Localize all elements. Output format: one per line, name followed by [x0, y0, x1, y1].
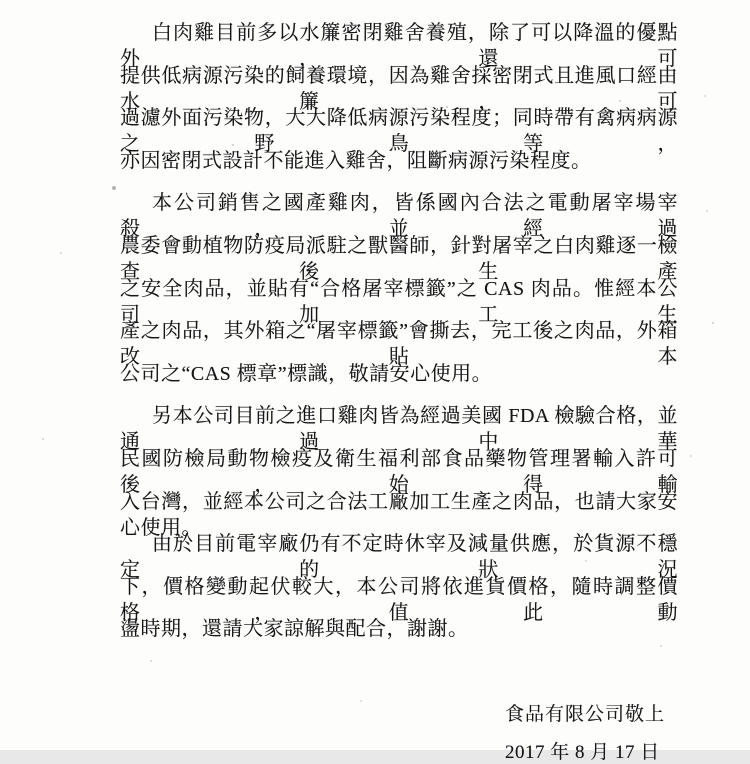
text-line: 之安全肉品，並貼有“合格屠宰標籤”之 CAS 肉品。惟經本公司加工生: [120, 278, 678, 326]
text-line: 入台灣，並經本公司之合法工廠加工生產之肉品，也請大家安心使用。: [120, 491, 678, 539]
text-line: 提供低病源污染的飼養環境，因為雞舍採密閉式且進風口經由水簾，可: [120, 65, 678, 113]
text-line: 白肉雞目前多以水簾密閉雞舍養殖，除了可以降溫的優點外，還可: [120, 22, 678, 70]
date: 2017 年 8 月 17 日: [505, 742, 660, 763]
signature: 食品有限公司敬上: [505, 704, 666, 725]
text-line: 另本公司目前之進口雞肉皆為經過美國 FDA 檢驗合格，並通過中華: [120, 405, 678, 453]
text-line: 亦因密閉式設計不能進入雞舍，阻斷病源污染程度。: [120, 150, 592, 172]
text-line: 本公司銷售之國產雞肉，皆係國內合法之電動屠宰場宰殺，並經過: [120, 192, 678, 240]
text-line: 盪時期，還請大家諒解與配合，謝謝。: [120, 618, 469, 640]
text-line: 民國防檢局動物檢疫及衛生福利部食品藥物管理署輸入許可後，始得輸: [120, 448, 678, 496]
text-line: 公司之“CAS 標章”標識，敬請安心使用。: [120, 363, 493, 385]
text-line: 下，價格變動起伏較大，本公司將依進貨價格，隨時調整價格，值此動: [120, 576, 678, 624]
text-line: 過濾外面污染物，大大降低病源污染程度；同時帶有禽病病源之野鳥等，: [120, 107, 678, 155]
scan-noise: [0, 0, 2, 2]
text-line: 產之肉品，其外箱之“屠宰標籤”會撕去，完工後之肉品，外箱改貼本: [120, 320, 678, 368]
text-line: 由於目前電宰廠仍有不定時休宰及減量供應，於貨源不穩定的狀況: [120, 533, 678, 581]
text-line: 農委會動植物防疫局派駐之獸醫師，針對屠宰之白肉雞逐一檢查後生產: [120, 235, 678, 283]
